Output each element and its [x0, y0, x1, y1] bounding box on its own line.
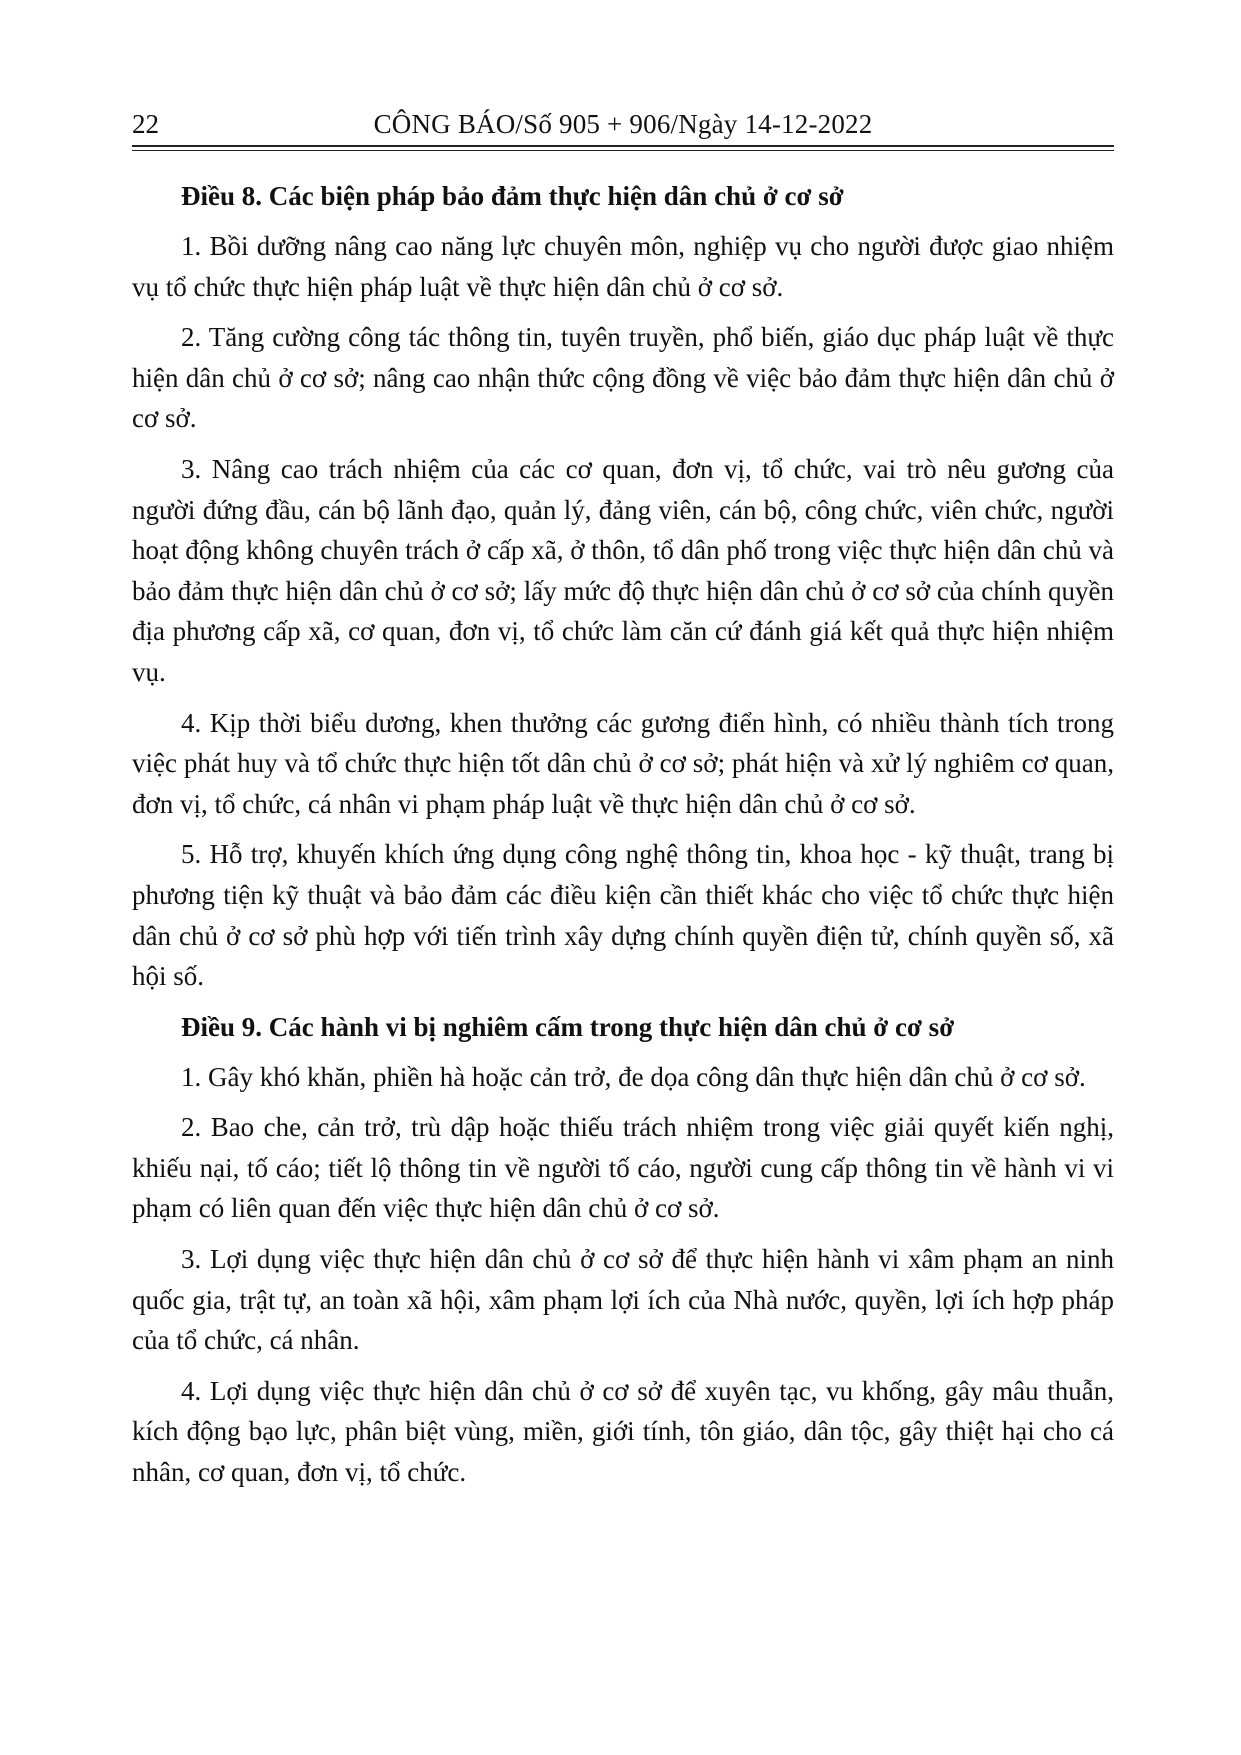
- document-body: [132, 176, 1114, 1503]
- clause-5: 5. Hỗ trợ, khuyến khích ứng dụng công nghệ thông tin, khoa học - kỹ thuật, trang bị phương tiện kỹ thuật và bảo đảm các điều kiện cần thiết khác cho việc tổ chức thực hiện dân chủ ở cơ sở phù hợp với tiến trình xây dựng chính quyền điện tử, chính quyền số, xã hội số.: [132, 839, 1114, 992]
- article-title: Điều 8. Các biện pháp bảo đảm thực hiện dân chủ ở cơ sở: [181, 181, 844, 211]
- clause-3: 3. Nâng cao trách nhiệm của các cơ quan, đơn vị, tổ chức, vai trò nêu gương của người đứng đầu, cán bộ lãnh đạo, quản lý, đảng viên, cán bộ, công chức, viên chức, người hoạt động không chuyên trách ở cấp xã, ở thôn, tổ dân phố trong việc thực hiện dân chủ và bảo đảm thực hiện dân chủ ở cơ sở; lấy mức độ thực hiện dân chủ ở cơ sở của chính quyền địa phương cấp xã, cơ quan, đơn vị, tổ chức làm căn cứ đánh giá kết quả thực hiện nhiệm vụ.: [132, 453, 1114, 687]
- clause-4: 4. Lợi dụng việc thực hiện dân chủ ở cơ sở để xuyên tạc, vu khống, gây mâu thuẫn, kích động bạo lực, phân biệt vùng, miền, giới tính, tôn giáo, dân tộc, gây thiệt hại cho cá nhân, cơ quan, đơn vị, tổ chức.: [132, 1375, 1114, 1488]
- clause-2: 2. Tăng cường công tác thông tin, tuyên truyền, phổ biến, giáo dục pháp luật về thực hiện dân chủ ở cơ sở; nâng cao nhận thức cộng đồng về việc bảo đảm thực hiện dân chủ ở cơ sở.: [132, 322, 1114, 434]
- article-9: [132, 1007, 1114, 1493]
- clause-2: 2. Bao che, cản trở, trù dập hoặc thiếu trách nhiệm trong việc giải quyết kiến nghị, khiếu nại, tố cáo; tiết lộ thông tin về người tố cáo, người cung cấp thông tin về hành vi vi phạm có liên quan đến việc thực hiện dân chủ ở cơ sở.: [132, 1112, 1114, 1224]
- clause-3: 3. Lợi dụng việc thực hiện dân chủ ở cơ sở để thực hiện hành vi xâm phạm an ninh quốc gia, trật tự, an toàn xã hội, xâm phạm lợi ích của Nhà nước, quyền, lợi ích hợp pháp của tổ chức, cá nhân.: [132, 1244, 1114, 1356]
- page-number: 22: [132, 109, 159, 139]
- header-rule-thick: [132, 145, 1114, 147]
- gazette-title: CÔNG BÁO/Số 905 + 906/Ngày 14-12-2022: [373, 109, 873, 139]
- clause-1: 1. Gây khó khăn, phiền hà hoặc cản trở, đe dọa công dân thực hiện dân chủ ở cơ sở.: [181, 1061, 1086, 1092]
- clause-4: 4. Kịp thời biểu dương, khen thưởng các gương điển hình, có nhiều thành tích trong việc phát huy và tổ chức thực hiện tốt dân chủ ở cơ sở; phát hiện và xử lý nghiêm cơ quan, đơn vị, tổ chức, cá nhân vi phạm pháp luật về thực hiện dân chủ ở cơ sở.: [132, 707, 1114, 819]
- clause-1: 1. Bồi dưỡng nâng cao năng lực chuyên môn, nghiệp vụ cho người được giao nhiệm vụ tổ chức thực hiện pháp luật về thực hiện dân chủ ở cơ sở.: [132, 231, 1114, 302]
- page-header: [132, 104, 1114, 144]
- article-title: Điều 9. Các hành vi bị nghiêm cấm trong thực hiện dân chủ ở cơ sở: [181, 1011, 955, 1042]
- header-rule-thin: [132, 150, 1114, 151]
- article-8: [132, 176, 1114, 997]
